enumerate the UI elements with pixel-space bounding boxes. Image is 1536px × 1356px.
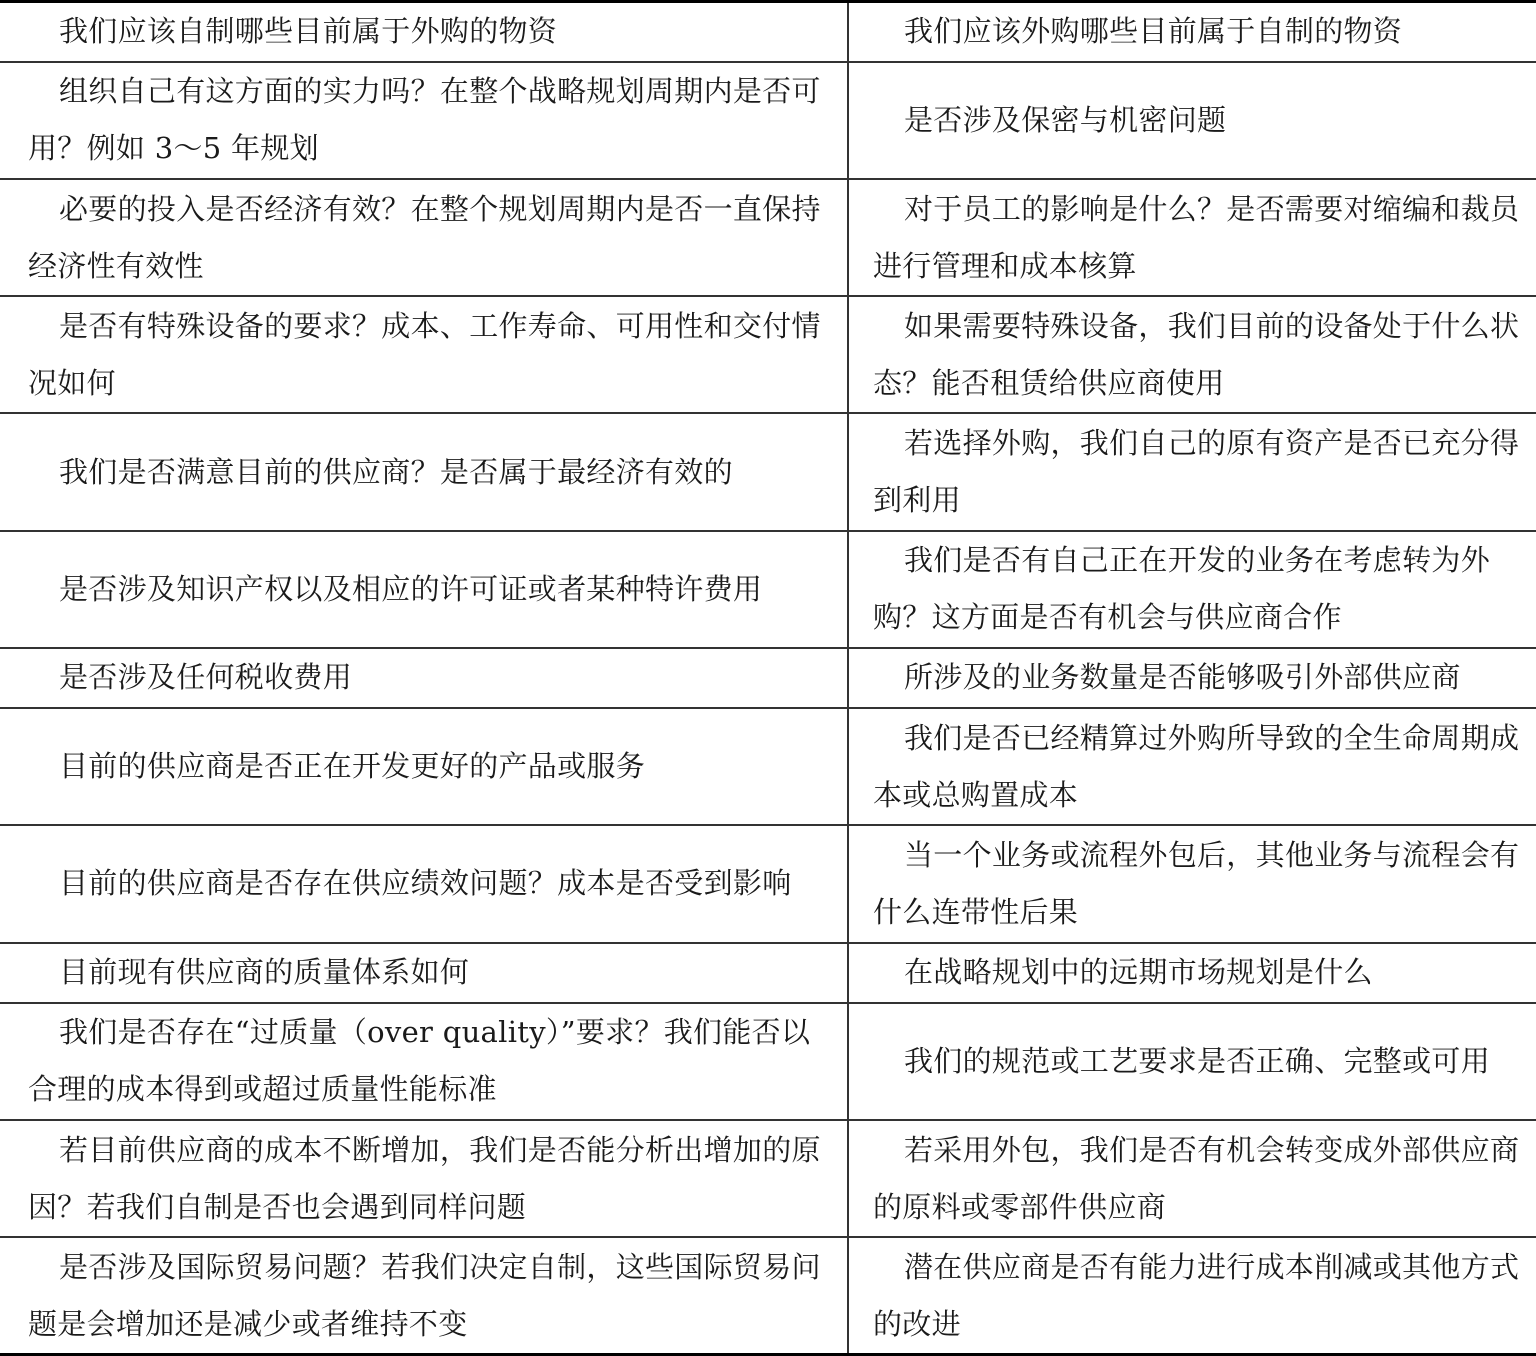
table-cell-buy: 我们是否有自己正在开发的业务在考虑转为外购？这方面是否有机会与供应商合作 [848, 531, 1536, 648]
table-row [0, 648, 1536, 708]
table-row [0, 1237, 1536, 1354]
table-row [0, 708, 1536, 825]
table-cell-make: 是否有特殊设备的要求？成本、工作寿命、可用性和交付情况如何 [0, 296, 848, 413]
table-row [0, 62, 1536, 179]
table-cell-buy: 我们是否已经精算过外购所导致的全生命周期成本或总购置成本 [848, 708, 1536, 825]
table-cell-buy: 我们应该外购哪些目前属于自制的物资 [848, 2, 1536, 62]
table-cell-buy: 若采用外包，我们是否有机会转变成外部供应商的原料或零部件供应商 [848, 1120, 1536, 1237]
table-cell-make: 我们是否存在“过质量（over quality）”要求？我们能否以合理的成本得到或超过质量性能标准 [0, 1003, 848, 1120]
table-cell-buy: 若选择外购，我们自己的原有资产是否已充分得到利用 [848, 413, 1536, 530]
table-cell-make: 目前的供应商是否正在开发更好的产品或服务 [0, 708, 848, 825]
table-cell-make: 目前现有供应商的质量体系如何 [0, 943, 848, 1003]
table-cell-make: 是否涉及任何税收费用 [0, 648, 848, 708]
table-cell-make: 必要的投入是否经济有效？在整个规划周期内是否一直保持经济性有效性 [0, 179, 848, 296]
table-cell-buy: 在战略规划中的远期市场规划是什么 [848, 943, 1536, 1003]
table-cell-make: 若目前供应商的成本不断增加，我们是否能分析出增加的原因？若我们自制是否也会遇到同样问题 [0, 1120, 848, 1237]
table-row [0, 296, 1536, 413]
table-row [0, 413, 1536, 530]
table-row [0, 1120, 1536, 1237]
table-cell-buy: 潜在供应商是否有能力进行成本削减或其他方式的改进 [848, 1237, 1536, 1354]
table-cell-make: 组织自己有这方面的实力吗？在整个战略规划周期内是否可用？例如 3～5 年规划 [0, 62, 848, 179]
table-cell-make: 是否涉及知识产权以及相应的许可证或者某种特许费用 [0, 531, 848, 648]
table-cell-make: 我们是否满意目前的供应商？是否属于最经济有效的 [0, 413, 848, 530]
table-row [0, 825, 1536, 942]
table-row [0, 943, 1536, 1003]
table-cell-make: 我们应该自制哪些目前属于外购的物资 [0, 2, 848, 62]
table-row [0, 2, 1536, 62]
table-cell-buy: 是否涉及保密与机密问题 [848, 62, 1536, 179]
table-cell-buy: 所涉及的业务数量是否能够吸引外部供应商 [848, 648, 1536, 708]
table-row [0, 531, 1536, 648]
table-cell-buy: 对于员工的影响是什么？是否需要对缩编和裁员进行管理和成本核算 [848, 179, 1536, 296]
table-cell-buy: 当一个业务或流程外包后，其他业务与流程会有什么连带性后果 [848, 825, 1536, 942]
table-cell-make: 是否涉及国际贸易问题？若我们决定自制，这些国际贸易问题是会增加还是减少或者维持不变 [0, 1237, 848, 1354]
table-row [0, 179, 1536, 296]
table-cell-buy: 我们的规范或工艺要求是否正确、完整或可用 [848, 1003, 1536, 1120]
table-row [0, 1003, 1536, 1120]
table-cell-buy: 如果需要特殊设备，我们目前的设备处于什么状态？能否租赁给供应商使用 [848, 296, 1536, 413]
table-cell-make: 目前的供应商是否存在供应绩效问题？成本是否受到影响 [0, 825, 848, 942]
